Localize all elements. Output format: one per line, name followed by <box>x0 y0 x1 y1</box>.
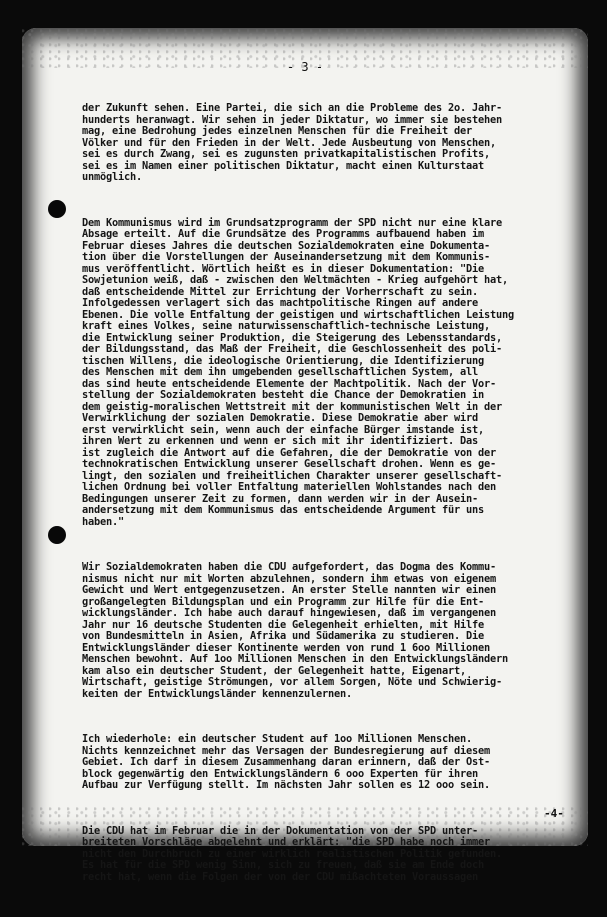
paragraph-3: Wir Sozialdemokraten haben die CDU aufgefordert, das Dogma des Kommu- nismus nicht nur mit Worten abzulehnen, sondern ihm etwas von eigenem Gewicht und Wert entgegenzusetzen. An erster Stelle nannten wir einen großangelegten Bildungsplan und ein Programm zur Hilfe für die Ent- wicklungsländer. Ich habe auch darauf hingewiesen, daß im vergangenen Jahr nur 16 deutsche Studenten die Gelegenheit erhielten, mit Hilfe von Bundesmitteln in Asien, Afrika und Südamerika zu studieren. Die Entwicklungsländer dieser Kontinente werden von rund 1 6oo Millionen Menschen bewohnt. Auf 1oo Millionen Menschen in den Entwicklungsländern kam also ein deutscher Student, der Gelegenheit hatte, Eigenart, Wirtschaft, geistige Strömungen, vor allem Sorgen, Nöte und Schwierig- keiten der Entwicklungsländer kennenzulernen. <box>82 561 508 700</box>
body-text <box>82 80 582 917</box>
next-page-mark: -4- <box>544 807 564 820</box>
paragraph-5: Die CDU hat im Februar die in der Dokumentation von der SPD unter- breiteten Vorschläge abgelehnt und erklärt: "die SPD habe noch immer nicht den Durchbruch zu einer wirklich realistischen Politik gefunden. Es hat für die SPD wenig Sinn, sich zu freuen, daß sie am Ende doch recht hat, wenn die Folgen der von der CDU mißachteten Voraussagen <box>82 824 502 883</box>
paragraph-2: Dem Kommunismus wird im Grundsatzprogramm der SPD nicht nur eine klare Absage erteilt. Auf die Grundsätze des Programms aufbauend haben im Februar dieses Jahres die deutschen Sozialdemokraten eine Dokumenta- tion über die Vorstellungen der Auseinandersetzung mit dem Kommunis- mus veröffentlicht. Wörtlich heißt es in dieser Dokumentation: "Die Sowjetunion weiß, daß - zwischen den Weltmächten - Krieg aufgehört hat, daß entscheidende Mittel zur Errichtung der Vorherrschaft zu sein. Infolgedessen verlagert sich das machtpolitische Ringen auf andere Ebenen. Die volle Entfaltung der geistigen und wirtschaftlichen Leistung kraft eines Volkes, seine naturwissenschaftlich-technische Leistung, die Entwicklung seiner Produktion, die Steigerung des Lebensstandards, der Bildungsstand, das Maß der Freiheit, die Geschlossenheit des poli- tischen Willens, die ideologische Orientierung, die Identifizierung des Menschen mit dem ihn umgebenden gesellschaftlichen System, all das sind heute entscheidende Elemente der Machtpolitik. Nach der Vor- stellung der Sozialdemokraten besteht die Chance der Demokratien in dem geistig-moralischen Wettstreit mit der kommunistischen Welt in der Verwirklichung der sozialen Demokratie. Diese Demokratie aber wird erst verwirklicht sein, wenn auch der einfache Bürger imstande ist, ihren Wert zu erkennen und wenn er sich mit ihr identifiziert. Das ist zugleich die Antwort auf die Gefahren, die der Demokratie von der technokratischen Entwicklung unserer Gesellschaft drohen. Wenn es ge- lingt, den sozialen und freiheitlichen Charakter unserer gesellschaft- lichen Ordnung bei voller Entfaltung materiellen Wohlstandes nach den Bedingungen unserer Zeit zu formen, dann werden wir in der Ausein- andersetzung mit dem Kommunismus das entscheidende Argument für uns haben." <box>82 216 514 528</box>
punch-hole-bottom <box>48 526 66 544</box>
paragraph-4: Ich wiederhole: ein deutscher Student auf 1oo Millionen Menschen. Nichts kennzeichnet mehr das Versagen der Bundesregierung auf diesem Gebiet. Ich darf in diesem Zusammenhang daran erinnern, daß der Ost- block gegenwärtig den Entwicklungsländern 6 ooo Experten für ihren Aufbau zur Verfügung stellt. Im nächsten Jahr sollen es 12 ooo sein. <box>82 733 490 791</box>
page-number: - 3 - <box>286 60 324 74</box>
document-page <box>22 28 588 883</box>
paragraph-1: der Zukunft sehen. Eine Partei, die sich an die Probleme des 2o. Jahr- hunderts heranwagt. Wir sehen in jeder Diktatur, wo immer sie bestehen mag, eine Bedrohung jedes einzelnen Menschen für die Freiheit der Völker und für den Frieden in der Welt. Jede Ausbeutung von Menschen, sei es durch Zwang, sei es zugunsten privatkapitalistischen Profits, sei es im Namen einer politischen Diktatur, macht einen Kulturstaat unmöglich. <box>82 102 502 183</box>
punch-hole-top <box>48 200 66 218</box>
